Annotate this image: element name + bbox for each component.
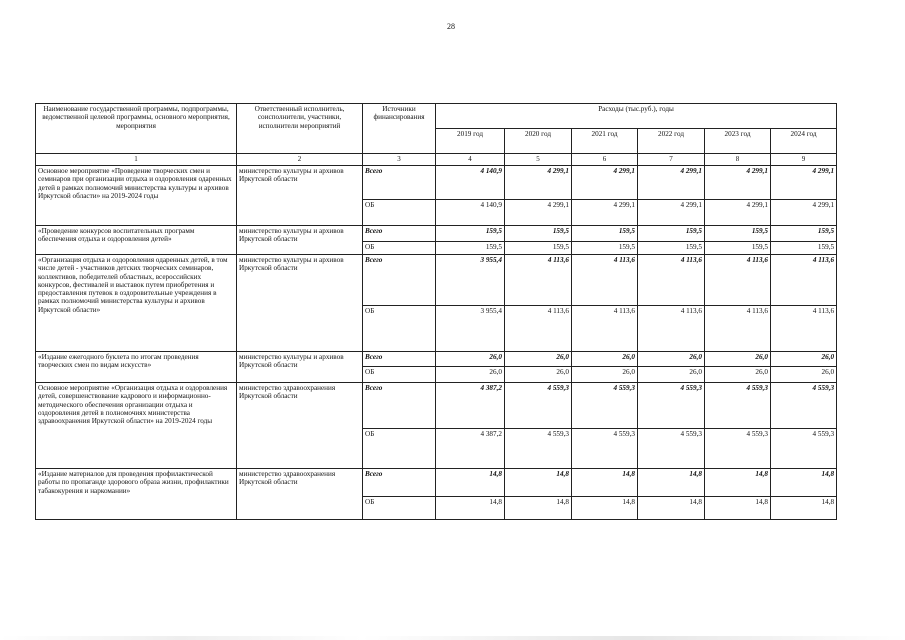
source-total-label: Всего — [363, 469, 436, 497]
total-value: 4 113,6 — [505, 255, 572, 306]
header-name: Наименование государственной программы, подпрограммы, ведомственной целевой программы, основного мероприятия, мероприятия — [36, 104, 237, 154]
total-value: 4 387,2 — [436, 383, 505, 429]
ob-value: 4 140,9 — [436, 200, 505, 226]
total-value: 4 299,1 — [638, 166, 705, 200]
total-value: 3 955,4 — [436, 255, 505, 306]
ob-value: 4 299,1 — [638, 200, 705, 226]
total-value: 159,5 — [436, 226, 505, 242]
ob-value: 14,8 — [572, 497, 638, 520]
ob-value: 26,0 — [572, 367, 638, 383]
ob-value: 4 559,3 — [771, 429, 837, 469]
ob-value: 4 113,6 — [705, 306, 771, 352]
total-value: 26,0 — [572, 352, 638, 367]
source-ob-label: ОБ — [363, 242, 436, 255]
ob-value: 4 559,3 — [705, 429, 771, 469]
page-number: 28 — [447, 22, 455, 31]
column-number: 3 — [363, 154, 436, 166]
total-value: 159,5 — [771, 226, 837, 242]
program-executor: министерство здравоохранения Иркутской области — [237, 383, 363, 469]
total-value: 26,0 — [705, 352, 771, 367]
total-value: 4 113,6 — [705, 255, 771, 306]
source-ob-label: ОБ — [363, 200, 436, 226]
ob-value: 14,8 — [638, 497, 705, 520]
total-value: 4 559,3 — [638, 383, 705, 429]
program-executor: министерство культуры и архивов Иркутской области — [237, 352, 363, 383]
source-total-label: Всего — [363, 352, 436, 367]
column-number: 9 — [771, 154, 837, 166]
ob-value: 4 113,6 — [572, 306, 638, 352]
ob-value: 14,8 — [771, 497, 837, 520]
total-value: 4 559,3 — [505, 383, 572, 429]
total-value: 4 299,1 — [505, 166, 572, 200]
source-total-label: Всего — [363, 383, 436, 429]
total-value: 4 559,3 — [705, 383, 771, 429]
ob-value: 4 387,2 — [436, 429, 505, 469]
ob-value: 26,0 — [505, 367, 572, 383]
program-row-total — [36, 469, 837, 497]
program-name: «Проведение конкурсов воспитательных программ обеспечения отдыха и оздоровления детей» — [36, 226, 237, 255]
total-value: 159,5 — [705, 226, 771, 242]
total-value: 159,5 — [572, 226, 638, 242]
ob-value: 4 113,6 — [771, 306, 837, 352]
header-year: 2022 год — [638, 129, 705, 154]
ob-value: 159,5 — [705, 242, 771, 255]
ob-value: 14,8 — [436, 497, 505, 520]
column-number: 1 — [36, 154, 237, 166]
ob-value: 4 113,6 — [638, 306, 705, 352]
header-expenses: Расходы (тыс.руб.), годы — [436, 104, 837, 129]
column-number: 4 — [436, 154, 505, 166]
ob-value: 26,0 — [436, 367, 505, 383]
total-value: 4 113,6 — [572, 255, 638, 306]
header-source: Источники финансирования — [363, 104, 436, 154]
ob-value: 3 955,4 — [436, 306, 505, 352]
total-value: 4 113,6 — [771, 255, 837, 306]
column-number: 7 — [638, 154, 705, 166]
source-ob-label: ОБ — [363, 497, 436, 520]
source-total-label: Всего — [363, 255, 436, 306]
program-name: «Организация отдыха и оздоровления одаренных детей, в том числе детей - участников детских творческих семинаров, коллективов, победителей областных, всероссийских конкурсов, фестивалей и выставок путем приобретения и предоставления путевок в оздоровительные учреждения в рамках полномочий министерства культуры и архивов Иркутской области» — [36, 255, 237, 352]
total-value: 4 299,1 — [572, 166, 638, 200]
ob-value: 26,0 — [771, 367, 837, 383]
header-year: 2021 год — [572, 129, 638, 154]
ob-value: 4 113,6 — [505, 306, 572, 352]
total-value: 26,0 — [505, 352, 572, 367]
program-row-total — [36, 166, 837, 200]
total-value: 4 299,1 — [771, 166, 837, 200]
column-number: 8 — [705, 154, 771, 166]
total-value: 159,5 — [505, 226, 572, 242]
ob-value: 4 299,1 — [705, 200, 771, 226]
source-ob-label: ОБ — [363, 306, 436, 352]
column-number: 2 — [237, 154, 363, 166]
header-year: 2024 год — [771, 129, 837, 154]
source-ob-label: ОБ — [363, 367, 436, 383]
total-value: 14,8 — [572, 469, 638, 497]
ob-value: 4 559,3 — [572, 429, 638, 469]
program-name: «Издание ежегодного буклета по итогам проведения творческих смен по видам искусств» — [36, 352, 237, 383]
total-value: 4 113,6 — [638, 255, 705, 306]
ob-value: 4 299,1 — [771, 200, 837, 226]
header-year: 2023 год — [705, 129, 771, 154]
header-year: 2019 год — [436, 129, 505, 154]
header-executor: Ответственный исполнитель, соисполнители, участники, исполнители мероприятий — [237, 104, 363, 154]
total-value: 4 140,9 — [436, 166, 505, 200]
ob-value: 4 299,1 — [572, 200, 638, 226]
program-row-total — [36, 255, 837, 306]
ob-value: 159,5 — [436, 242, 505, 255]
total-value: 4 559,3 — [572, 383, 638, 429]
total-value: 26,0 — [436, 352, 505, 367]
ob-value: 159,5 — [638, 242, 705, 255]
source-ob-label: ОБ — [363, 429, 436, 469]
ob-value: 26,0 — [705, 367, 771, 383]
ob-value: 159,5 — [572, 242, 638, 255]
program-executor: министерство культуры и архивов Иркутской области — [237, 166, 363, 226]
program-executor: министерство культуры и архивов Иркутской области — [237, 226, 363, 255]
column-number: 5 — [505, 154, 572, 166]
ob-value: 14,8 — [705, 497, 771, 520]
ob-value: 4 559,3 — [638, 429, 705, 469]
source-total-label: Всего — [363, 166, 436, 200]
header-year: 2020 год — [505, 129, 572, 154]
program-name: Основное мероприятие «Проведение творческих смен и семинаров при организации отдыха и оздоровления одаренных детей в рамках полномочий министерства культуры и архивов Иркутской области» на 2019-2024 годы — [36, 166, 237, 226]
total-value: 14,8 — [638, 469, 705, 497]
total-value: 4 299,1 — [705, 166, 771, 200]
scan-edge — [0, 636, 905, 640]
budget-table — [35, 103, 837, 520]
ob-value: 4 299,1 — [505, 200, 572, 226]
ob-value: 159,5 — [505, 242, 572, 255]
total-value: 14,8 — [705, 469, 771, 497]
program-row-total — [36, 352, 837, 367]
total-value: 14,8 — [771, 469, 837, 497]
ob-value: 4 559,3 — [505, 429, 572, 469]
total-value: 14,8 — [436, 469, 505, 497]
column-number: 6 — [572, 154, 638, 166]
ob-value: 159,5 — [771, 242, 837, 255]
source-total-label: Всего — [363, 226, 436, 242]
program-name: Основное мероприятие «Организация отдыха и оздоровления детей, совершенствование кадрового и информационно-методического обеспечения организации отдыха и оздоровления детей в полномочиях министерства здравоохранения Иркутской области» на 2019-2024 годы — [36, 383, 237, 469]
program-row-total — [36, 226, 837, 242]
program-row-total — [36, 383, 837, 429]
program-executor: министерство культуры и архивов Иркутской области — [237, 255, 363, 352]
total-value: 4 559,3 — [771, 383, 837, 429]
total-value: 14,8 — [505, 469, 572, 497]
program-executor: министерство здравоохранения Иркутской области — [237, 469, 363, 520]
program-name: «Издание материалов для проведения профилактической работы по пропаганде здорового образа жизни, профилактики табакокурения и наркомании» — [36, 469, 237, 520]
total-value: 26,0 — [638, 352, 705, 367]
ob-value: 26,0 — [638, 367, 705, 383]
ob-value: 14,8 — [505, 497, 572, 520]
total-value: 159,5 — [638, 226, 705, 242]
total-value: 26,0 — [771, 352, 837, 367]
